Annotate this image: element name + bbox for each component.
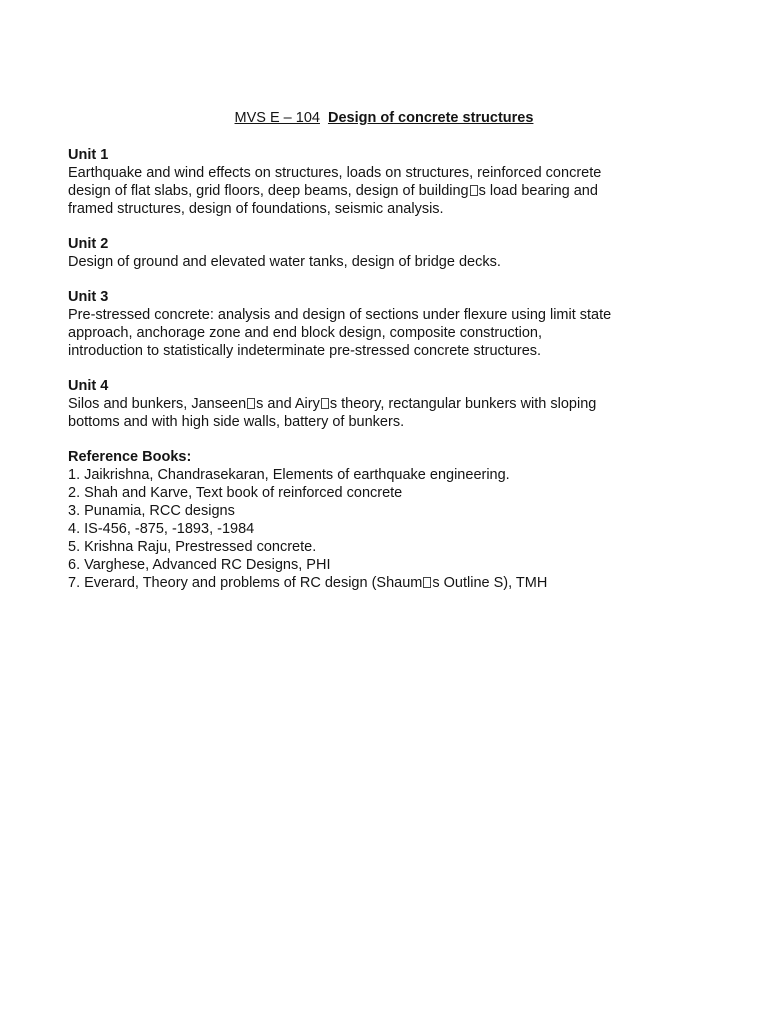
text-segment: s Outline S), TMH — [432, 575, 548, 591]
references-list — [68, 466, 708, 592]
unit-4-text — [68, 395, 708, 431]
text-line — [68, 574, 708, 592]
text-segment: s and Airy — [256, 396, 320, 412]
unit-3-section — [68, 288, 708, 360]
text-line — [68, 306, 708, 324]
missing-glyph-box — [423, 577, 431, 588]
text-line — [68, 520, 708, 538]
text-line — [68, 395, 708, 413]
text-line — [68, 556, 708, 574]
text-line — [68, 182, 708, 200]
unit-2-heading: Unit 2 — [68, 236, 109, 252]
text-segment: Silos and bunkers, Janseen — [68, 396, 247, 412]
document-body — [68, 146, 708, 609]
text-line — [68, 342, 708, 360]
text-line — [68, 324, 708, 342]
unit-2-section — [68, 235, 708, 271]
missing-glyph-box — [321, 398, 329, 409]
text-line — [68, 484, 708, 502]
text-segment: 1. Jaikrishna, Chandrasekaran, Elements of earthquake engineering. — [68, 467, 510, 483]
text-segment: s theory, rectangular bunkers with sloping — [329, 396, 597, 412]
references-section — [68, 448, 708, 592]
text-segment: 2. Shah and Karve, Text book of reinforced concrete — [68, 485, 403, 501]
text-line — [68, 253, 708, 271]
text-segment: 6. Varghese, Advanced RC Designs, PHI — [68, 557, 331, 573]
page-title — [0, 108, 768, 128]
course-code: MVS E – 104 — [234, 110, 320, 126]
text-segment: s load bearing and — [478, 183, 598, 199]
course-name: Design of concrete structures — [327, 110, 534, 126]
text-segment: Pre-stressed concrete: analysis and design of sections under flexure using limit state — [68, 307, 612, 323]
missing-glyph-box — [470, 185, 478, 196]
unit-4-heading: Unit 4 — [68, 378, 109, 394]
unit-3-heading: Unit 3 — [68, 289, 109, 305]
text-segment: 7. Everard, Theory and problems of RC design (Shaum — [68, 575, 423, 591]
text-segment: 4. IS-456, -875, -1893, -1984 — [68, 521, 255, 537]
unit-4-section — [68, 377, 708, 431]
text-segment: 5. Krishna Raju, Prestressed concrete. — [68, 539, 317, 555]
text-segment: design of flat slabs, grid floors, deep beams, design of building — [68, 183, 469, 199]
text-line — [68, 502, 708, 520]
text-line — [68, 538, 708, 556]
text-line — [68, 200, 708, 218]
unit-1-heading: Unit 1 — [68, 147, 109, 163]
text-segment: introduction to statistically indeterminate pre-stressed concrete structures. — [68, 343, 542, 359]
text-line — [68, 413, 708, 431]
unit-2-text — [68, 253, 708, 271]
unit-1-text — [68, 164, 708, 218]
unit-3-text — [68, 306, 708, 360]
text-segment: approach, anchorage zone and end block design, composite construction, — [68, 325, 542, 341]
unit-1-section — [68, 146, 708, 218]
text-line — [68, 164, 708, 182]
text-segment: framed structures, design of foundations, seismic analysis. — [68, 201, 444, 217]
references-heading: Reference Books: — [68, 449, 192, 465]
missing-glyph-box — [247, 398, 255, 409]
text-segment: bottoms and with high side walls, battery of bunkers. — [68, 414, 405, 430]
text-segment: Earthquake and wind effects on structures, loads on structures, reinforced concrete — [68, 165, 602, 181]
text-segment: 3. Punamia, RCC designs — [68, 503, 235, 519]
text-line — [68, 466, 708, 484]
text-segment: Design of ground and elevated water tanks, design of bridge decks. — [68, 254, 501, 270]
